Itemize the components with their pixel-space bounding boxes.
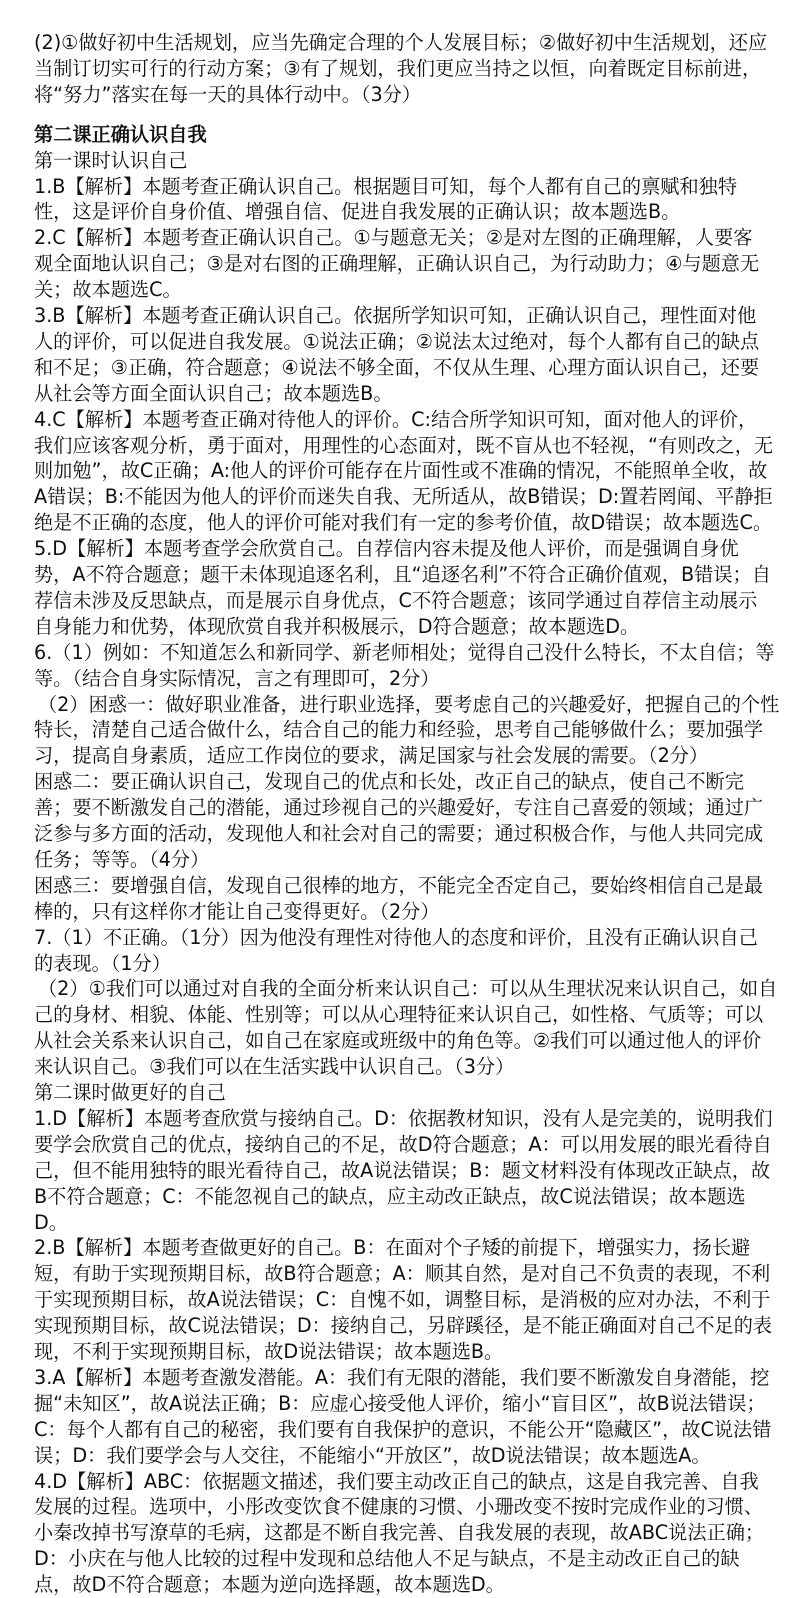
text-line: 己，但不能用独特的眼光看待自己，故A说法错误；B：题文材料没有体现改正缺点，故: [34, 1158, 771, 1182]
text-line: （2）困惑一：做好职业准备，进行职业选择，要考虑自己的兴趣爱好，把握自己的个性: [38, 692, 780, 716]
text-line: 特长，清楚自己适合做什么，结合自己的能力和经验，思考自己能够做什么；要加强学: [34, 718, 764, 742]
text-line: 来认识自己。③我们可以在生活实践中认识自己。（3分）: [34, 1055, 515, 1079]
text-line: 5.D【解析】本题考查学会欣赏自己。自荐信内容未提及他人评价，而是强调自身优: [34, 537, 739, 561]
text-line: 实现预期目标，故C说法错误；D：接纳自己，另辟蹊径，是不能正确面对自己不足的表: [34, 1314, 773, 1338]
text-line: (2)①做好初中生活规划，应当先确定合理的个人发展目标；②做好初中生活规划，还应: [34, 31, 768, 54]
text-line: 4.C【解析】本题考查正确对待他人的评价。C:结合所学知识可知，面对他人的评价，: [34, 407, 758, 431]
text-line: 3.B【解析】本题考查正确认识自己。依据所学知识可知，正确认识自己，理性面对他: [34, 304, 757, 327]
text-line: 于实现预期目标，故A说法错误；C：自愧不如，调整目标，是消极的应对办法，不利于: [34, 1288, 771, 1312]
text-line: 掘“未知区”，故A说法正确；B：应虚心接受他人评价，缩小“盲目区”，故B说法错误；: [34, 1391, 766, 1415]
text-line: 2.B【解析】本题考查做更好的自己。B：在面对个子矮的前提下，增强实力，扬长避: [34, 1236, 751, 1260]
text-line: 第二课正确认识自我: [34, 122, 207, 146]
text-line: 将“努力”落实在每一天的具体行动中。（3分）: [34, 82, 422, 106]
text-line: B不符合题意；C：不能忽视自己的缺点，应主动改正缺点，故C说法错误；故本题选: [34, 1184, 746, 1208]
text-line: 困惑二：要正确认识自己，发现自己的优点和长处，改正自己的缺点，使自己不断完: [34, 770, 744, 794]
text-line: 从社会等方面全面认识自己；故本题选B。: [34, 381, 393, 405]
text-line: 要学会欣赏自己的优点，接纳自己的不足，故D符合题意；A：可以用发展的眼光看待自: [34, 1132, 772, 1156]
text-line: 等。（结合自身实际情况，言之有理即可，2分）: [34, 666, 440, 690]
text-line: 现，不利于实现预期目标，故D说法错误；故本题选B。: [34, 1340, 504, 1363]
text-line: 势，A不符合题意；题干未体现追逐名利，且“追逐名利”不符合正确价值观，B错误；自: [34, 563, 771, 586]
text-line: 和不足；③正确，符合题意；④说法不够全面，不仅从生理、心理方面认识自己，还要: [34, 355, 760, 379]
text-line: 第一课时认识自己: [34, 148, 188, 172]
text-line: 则加勉”，故C正确；A:他人的评价可能存在片面性或不准确的情况，不能照单全收，故: [34, 459, 768, 483]
text-line: 1.D【解析】本题考查欣赏与接纳自己。D：依据教材知识，没有人是完美的，说明我们: [34, 1106, 773, 1130]
text-line: 绝是不正确的态度，他人的评价可能对我们有一定的参考价值，故D错误；故本题选C。: [34, 511, 773, 535]
text-line: 泛参与多方面的活动，发现他人和社会对自己的需要；通过积极合作，与他人共同完成: [34, 822, 764, 845]
text-line: 观全面地认识自己；③是对右图的正确理解，正确认识自己，为行动助力；④与题意无: [34, 252, 760, 276]
text-line: 困惑三：要增强自信，发现自己很棒的地方，不能完全否定自己，要始终相信自己是最: [34, 873, 764, 897]
text-line: D：小庆在与他人比较的过程中发现和总结他人不足与缺点，不是主动改正自己的缺: [34, 1547, 740, 1571]
text-line: 自身能力和优势，体现欣赏自我并积极展示，D符合题意；故本题选D。: [34, 614, 640, 638]
text-line: 第二课时做更好的自己: [34, 1081, 226, 1104]
text-line: 任务；等等。（4分）: [34, 847, 210, 871]
text-line: 性，这是评价自身价值、增强自信、促进自我发展的正确认识；故本题选B。: [34, 200, 681, 224]
text-line: 短，有助于实现预期目标，故B符合题意；A：顺其自然，是对自己不负责的表现，不利: [34, 1262, 771, 1286]
text-line: 2.C【解析】本题考查正确认识自己。①与题意无关；②是对左图的正确理解，人要客: [34, 226, 753, 250]
text-line: 荐信未涉及反思缺点，而是展示自身优点，C不符合题意；该同学通过自荐信主动展示: [34, 588, 758, 612]
text-line: D。: [34, 1210, 68, 1234]
text-line: 关；故本题选C。: [34, 278, 182, 302]
text-line: 善；要不断激发自己的潜能，通过珍视自己的兴趣爱好，专注自己喜爱的领域；通过广: [34, 796, 764, 820]
text-line: 1.B【解析】本题考查正确认识自己。根据题目可知，每个人都有自己的禀赋和独特: [34, 174, 738, 198]
text-line: （2）①我们可以通过对自我的全面分析来认识自己：可以从生理状况来认识自己，如自: [38, 977, 778, 1001]
text-line: C：每个人都有自己的秘密，我们要有自我保护的意识，不能公开“隐藏区”，故C说法错: [34, 1417, 772, 1441]
text-line: A错误；B:不能因为他人的评价而迷失自我、无所适从，故B错误；D:置若罔闻、平静拒: [34, 485, 773, 509]
text-line: 我们应该客观分析，勇于面对，用理性的心态面对，既不盲从也不轻视，“有则改之，无: [34, 433, 774, 457]
text-line: 己的身材、相貌、体能、性别等；可以从心理特征来认识自己，如性格、气质等；可以: [34, 1003, 764, 1027]
text-line: 棒的，只有这样你才能让自己变得更好。（2分）: [34, 899, 440, 923]
text-line: 6.（1）例如：不知道怎么和新同学、新老师相处；觉得自己没什么特长，不太自信；等: [34, 640, 775, 664]
text-line: 习，提高自身素质，适应工作岗位的要求，满足国家与社会发展的需要。（2分）: [34, 744, 709, 768]
text-line: 4.D【解析】ABC：依据题文描述，我们要主动改正自己的缺点，这是自我完善、自我: [34, 1469, 759, 1493]
text-line: 3.A【解析】本题考查激发潜能。A：我们有无限的潜能，我们要不断激发自身潜能，挖: [34, 1365, 770, 1389]
text-line: 的表现。（1分）: [34, 951, 171, 975]
text-line: 当制订切实可行的行动方案；③有了规划，我们更应当持之以恒，向着既定目标前进，: [34, 56, 762, 80]
text-line: 发展的过程。选项中，小彤改变饮食不健康的习惯、小珊改变不按时完成作业的习惯、: [34, 1495, 764, 1519]
text-line: 误；D：我们要学会与人交往，不能缩小“开放区”，故D说法错误；故本题选A。: [34, 1443, 711, 1467]
text-line: 从社会关系来认识自己，如自己在家庭或班级中的角色等。②我们可以通过他人的评价: [34, 1029, 762, 1053]
text-line: 小秦改掉书写潦草的毛病，这都是不断自我完善、自我发展的表现，故ABC说法正确；: [34, 1521, 765, 1545]
text-line: 点，故D不符合题意；本题为逆向选择题，故本题选D。: [34, 1573, 505, 1597]
text-line: 7.（1）不正确。（1分）因为他没有理性对待他人的态度和评价，且没有正确认识自己: [34, 925, 758, 949]
text-line: 人的评价，可以促进自我发展。①说法正确；②说法太过绝对，每个人都有自己的缺点: [34, 329, 760, 353]
